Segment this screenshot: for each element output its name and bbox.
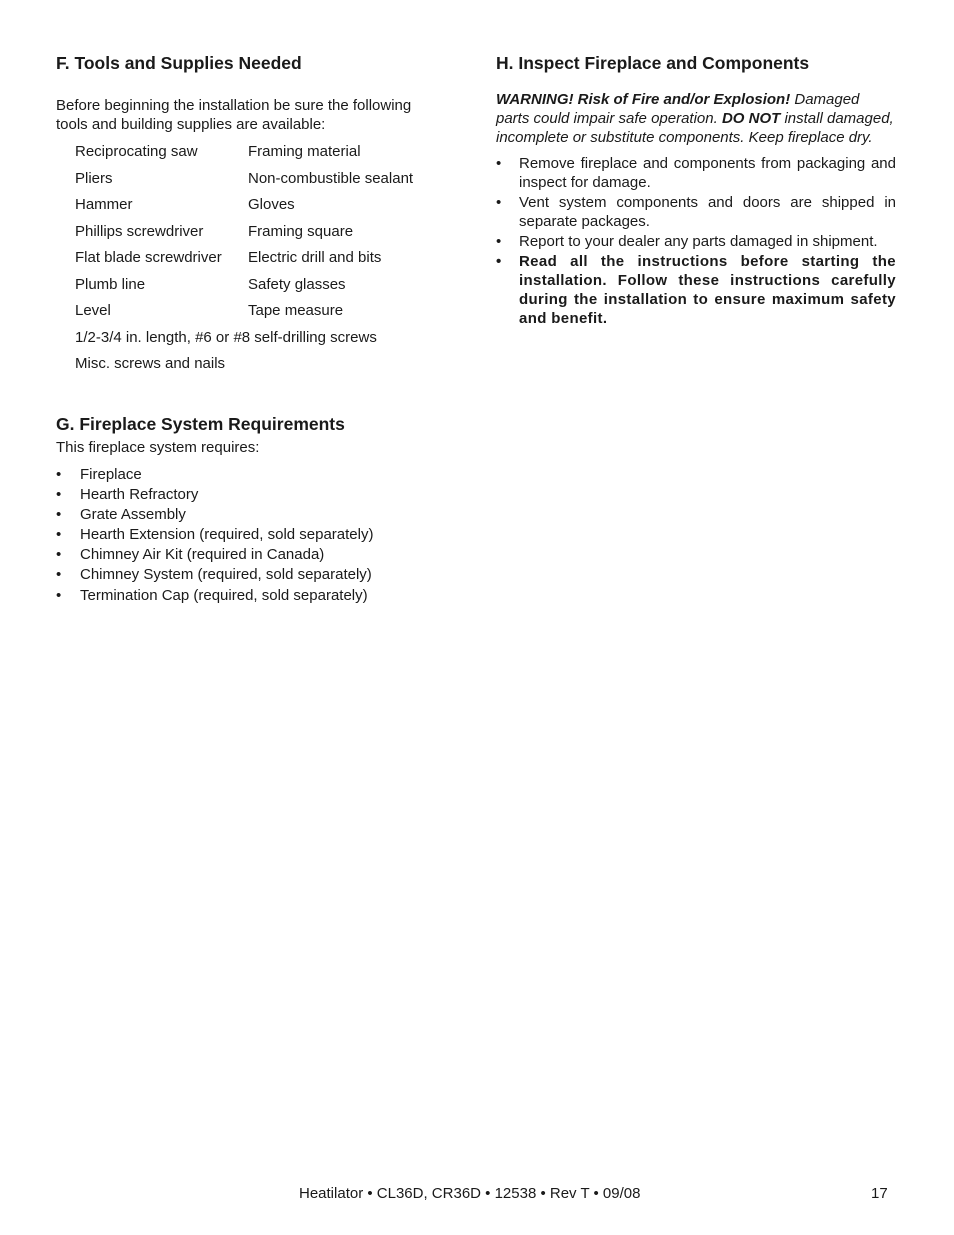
tools-row bbox=[75, 248, 436, 275]
list-item: • Remove fireplace and components from packaging and inspect for damage. bbox=[496, 155, 896, 191]
tool-item: Reciprocating saw bbox=[75, 143, 198, 160]
bullet-icon: • bbox=[496, 233, 502, 250]
tool-item: Safety glasses bbox=[248, 275, 346, 293]
section-f-intro: Before beginning the installation be sure the following tools and building supplies are available: bbox=[56, 97, 412, 133]
tools-row bbox=[75, 275, 436, 302]
bullet-icon: • bbox=[56, 546, 62, 564]
section-g-intro: This fireplace system requires: bbox=[56, 438, 260, 456]
tool-item: Hammer bbox=[75, 196, 133, 213]
tools-row bbox=[75, 222, 436, 249]
bullet-icon: • bbox=[496, 194, 502, 211]
section-f-heading: F. Tools and Supplies Needed bbox=[56, 53, 302, 73]
tool-item: Framing square bbox=[248, 222, 354, 240]
list-item: • Chimney Air Kit (required in Canada) bbox=[56, 546, 325, 564]
list-item: • Vent system components and doors are shipped in separate packages. bbox=[496, 194, 896, 230]
bullet-icon: • bbox=[56, 465, 62, 483]
warning-emphasis: DO NOT bbox=[721, 110, 781, 127]
right-column bbox=[496, 52, 896, 329]
tool-item: Electric drill and bits bbox=[248, 249, 382, 266]
tool-item-full: Misc. screws and nails bbox=[75, 355, 226, 372]
list-item: • Grate Assembly bbox=[56, 505, 186, 523]
section-h-heading: H. Inspect Fireplace and Components bbox=[496, 53, 810, 73]
list-item: • Read all the instructions before starting the installation. Follow these instructions carefully during the installation to ensure maximum safety and benefit. bbox=[496, 253, 896, 327]
warning-label: WARNING! Risk of Fire and/or Explosion! bbox=[496, 91, 791, 108]
bullet-icon: • bbox=[56, 526, 62, 544]
tools-row bbox=[75, 142, 436, 169]
list-item: • Hearth Extension (required, sold separately) bbox=[56, 526, 374, 544]
tool-item: Pliers bbox=[75, 169, 113, 187]
list-item: • Hearth Refractory bbox=[56, 485, 199, 503]
inspect-list bbox=[496, 154, 896, 328]
bullet-icon: • bbox=[496, 155, 502, 172]
section-g bbox=[56, 413, 436, 606]
tool-item: Framing material bbox=[248, 143, 361, 160]
tool-item-full: 1/2-3/4 in. length, #6 or #8 self-drilling screws bbox=[75, 328, 377, 346]
tool-item: Tape measure bbox=[248, 302, 344, 319]
bullet-icon: • bbox=[56, 505, 62, 523]
section-g-heading: G. Fireplace System Requirements bbox=[56, 413, 345, 434]
footer-text: Heatilator • CL36D, CR36D • 12538 • Rev T • 09/08 bbox=[299, 1185, 641, 1202]
list-item: • Termination Cap (required, sold separately) bbox=[56, 586, 368, 604]
warning-paragraph: WARNING! Risk of Fire and/or Explosion! Damaged parts could impair safe operation. DO NOT install damaged, incomplete or substitute components. Keep fireplace dry. bbox=[496, 91, 894, 146]
bullet-icon: • bbox=[56, 566, 62, 584]
list-item: • Fireplace bbox=[56, 465, 142, 483]
tool-item: Level bbox=[75, 302, 111, 319]
tool-item: Non-combustible sealant bbox=[248, 169, 414, 187]
tool-item: Phillips screwdriver bbox=[75, 222, 204, 240]
tool-item: Gloves bbox=[248, 196, 295, 213]
page-number: 17 bbox=[871, 1185, 888, 1202]
left-column bbox=[56, 52, 436, 606]
tool-item: Plumb line bbox=[75, 275, 146, 293]
tools-row bbox=[75, 169, 436, 196]
tools-row bbox=[75, 301, 436, 328]
bullet-icon: • bbox=[496, 253, 502, 270]
bullet-icon: • bbox=[56, 586, 62, 604]
list-item: • Report to your dealer any parts damaged in shipment. bbox=[496, 233, 878, 250]
tools-list bbox=[75, 142, 436, 381]
requirements-list bbox=[56, 465, 436, 606]
bullet-icon: • bbox=[56, 485, 62, 503]
tool-item: Flat blade screwdriver bbox=[75, 249, 222, 266]
list-item: • Chimney System (required, sold separately) bbox=[56, 566, 372, 584]
tools-row bbox=[75, 195, 436, 222]
